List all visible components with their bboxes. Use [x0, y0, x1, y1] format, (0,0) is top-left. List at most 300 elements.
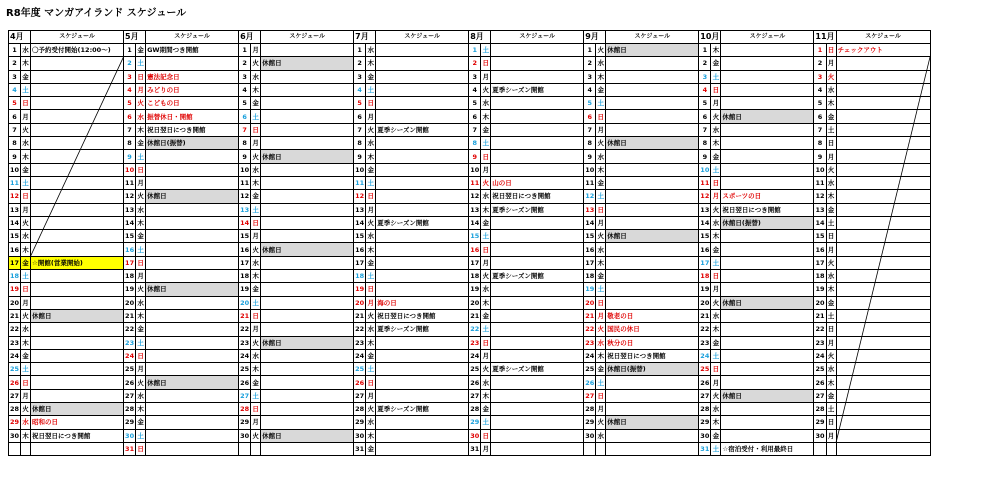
schedule-note: [376, 203, 469, 216]
weekday: 金: [711, 429, 721, 442]
day-number: 7: [584, 123, 596, 136]
weekday: 土: [711, 163, 721, 176]
weekday: 土: [711, 349, 721, 362]
weekday: 水: [251, 349, 261, 362]
day-number: 25: [814, 363, 826, 376]
schedule-note: [261, 97, 354, 110]
day-number: 9: [469, 150, 481, 163]
schedule-note: スポーツの日: [721, 190, 814, 203]
schedule-note: [376, 137, 469, 150]
day-number: 24: [814, 349, 826, 362]
schedule-note: [491, 110, 584, 123]
day-number: 27: [814, 389, 826, 402]
schedule-note: [146, 309, 239, 322]
schedule-note: [606, 216, 699, 229]
day-number: 2: [469, 57, 481, 70]
schedule-note: [261, 216, 354, 229]
weekday: 水: [366, 416, 376, 429]
weekday: 土: [251, 203, 261, 216]
schedule-note: 休館日: [721, 389, 814, 402]
schedule-note: [836, 190, 930, 203]
weekday: 金: [21, 163, 31, 176]
weekday: 金: [136, 323, 146, 336]
schedule-note: [606, 163, 699, 176]
weekday: 水: [366, 230, 376, 243]
day-number: 9: [699, 150, 711, 163]
day-number: 22: [699, 323, 711, 336]
weekday: 土: [481, 416, 491, 429]
schedule-note: [606, 150, 699, 163]
calendar-row: [9, 376, 931, 389]
schedule-note: [836, 349, 930, 362]
weekday: 日: [366, 376, 376, 389]
schedule-note: [31, 376, 124, 389]
month-header: 7月: [354, 31, 376, 44]
day-number: 3: [584, 70, 596, 83]
schedule-note: [606, 376, 699, 389]
schedule-note: [31, 283, 124, 296]
weekday: 日: [826, 44, 836, 57]
weekday: 日: [251, 309, 261, 322]
day-number: 21: [584, 309, 596, 322]
day-number: 27: [9, 389, 21, 402]
day-number: 24: [9, 349, 21, 362]
schedule-note: [721, 70, 814, 83]
day-number: 2: [9, 57, 21, 70]
weekday: 土: [596, 97, 606, 110]
day-number: 26: [469, 376, 481, 389]
day-number: 2: [124, 57, 136, 70]
weekday: 金: [366, 163, 376, 176]
weekday: 日: [481, 57, 491, 70]
day-number: 30: [814, 429, 826, 442]
day-number: 27: [124, 389, 136, 402]
day-number: 8: [124, 137, 136, 150]
day-number: 30: [9, 429, 21, 442]
schedule-note: [31, 349, 124, 362]
calendar-row: [9, 296, 931, 309]
weekday: 土: [596, 190, 606, 203]
day-number: 16: [124, 243, 136, 256]
day-number: 7: [354, 123, 366, 136]
weekday: 木: [596, 256, 606, 269]
schedule-note: [491, 137, 584, 150]
schedule-note: [31, 363, 124, 376]
schedule-note: [606, 296, 699, 309]
weekday: 火: [481, 176, 491, 189]
weekday: 水: [596, 336, 606, 349]
weekday: 火: [136, 97, 146, 110]
day-number: 7: [814, 123, 826, 136]
day-number: 20: [124, 296, 136, 309]
weekday: 水: [251, 70, 261, 83]
day-number: 29: [9, 416, 21, 429]
calendar-row: [9, 110, 931, 123]
day-number: 8: [699, 137, 711, 150]
weekday: 土: [596, 376, 606, 389]
weekday: 金: [251, 97, 261, 110]
weekday: 木: [596, 349, 606, 362]
day-number: 20: [239, 296, 251, 309]
day-number: 27: [584, 389, 596, 402]
weekday: 日: [826, 230, 836, 243]
day-number: 18: [814, 270, 826, 283]
day-number: 14: [584, 216, 596, 229]
weekday: 火: [481, 270, 491, 283]
schedule-column-header: スケジュール: [146, 31, 239, 44]
day-number: 31: [354, 442, 366, 455]
day-number: 22: [584, 323, 596, 336]
day-number: 10: [584, 163, 596, 176]
day-number: 20: [584, 296, 596, 309]
day-number: 18: [239, 270, 251, 283]
weekday: 火: [251, 57, 261, 70]
calendar-row: [9, 203, 931, 216]
month-header: 9月: [584, 31, 606, 44]
day-number: 14: [814, 216, 826, 229]
schedule-note: [836, 123, 930, 136]
weekday: 木: [481, 110, 491, 123]
day-number: 15: [124, 230, 136, 243]
weekday: 土: [481, 323, 491, 336]
weekday: 水: [826, 83, 836, 96]
weekday: 水: [711, 216, 721, 229]
day-number: 7: [124, 123, 136, 136]
weekday: 月: [136, 363, 146, 376]
weekday: 金: [596, 83, 606, 96]
day-number: 28: [124, 403, 136, 416]
weekday: 火: [711, 110, 721, 123]
schedule-note: 夏季シーズン開館: [376, 403, 469, 416]
schedule-note: [836, 216, 930, 229]
day-number: 11: [469, 176, 481, 189]
weekday: 水: [826, 363, 836, 376]
schedule-note: [376, 363, 469, 376]
day-number: 8: [239, 137, 251, 150]
day-number: 26: [239, 376, 251, 389]
day-number: 1: [469, 44, 481, 57]
day-number: 15: [469, 230, 481, 243]
weekday: 月: [826, 57, 836, 70]
day-number: 13: [9, 203, 21, 216]
schedule-note: 夏季シーズン開館: [491, 363, 584, 376]
weekday: 火: [251, 243, 261, 256]
schedule-note: [31, 83, 124, 96]
day-number: 20: [699, 296, 711, 309]
weekday: 土: [136, 150, 146, 163]
weekday: 月: [366, 203, 376, 216]
day-number: 30: [354, 429, 366, 442]
schedule-note: 敬老の日: [606, 309, 699, 322]
weekday: 金: [596, 270, 606, 283]
schedule-note: [146, 349, 239, 362]
weekday: 水: [21, 323, 31, 336]
schedule-note: [376, 44, 469, 57]
day-number: 3: [814, 70, 826, 83]
schedule-note: [836, 309, 930, 322]
day-number: 13: [239, 203, 251, 216]
calendar-row: [9, 137, 931, 150]
weekday: 月: [711, 97, 721, 110]
schedule-note: [146, 429, 239, 442]
schedule-note: [146, 57, 239, 70]
schedule-note: GW期間つき開館: [146, 44, 239, 57]
day-number: 7: [469, 123, 481, 136]
schedule-note: [491, 97, 584, 110]
calendar-row: [9, 44, 931, 57]
weekday: 月: [366, 389, 376, 402]
weekday: 日: [826, 416, 836, 429]
schedule-note: [31, 150, 124, 163]
day-number: 29: [239, 416, 251, 429]
day-number: 7: [9, 123, 21, 136]
day-number: 23: [469, 336, 481, 349]
schedule-note: 休館日: [146, 283, 239, 296]
weekday: 金: [711, 243, 721, 256]
month-header: 6月: [239, 31, 261, 44]
weekday: 火: [596, 137, 606, 150]
day-number: 31: [699, 442, 711, 455]
schedule-note: [146, 336, 239, 349]
schedule-note: [836, 442, 930, 455]
schedule-note: [261, 256, 354, 269]
weekday: 木: [136, 216, 146, 229]
day-number: 15: [9, 230, 21, 243]
weekday: 月: [826, 243, 836, 256]
weekday: 水: [711, 309, 721, 322]
schedule-note: 休館日: [261, 429, 354, 442]
day-number: 8: [9, 137, 21, 150]
schedule-note: [491, 163, 584, 176]
weekday: 水: [596, 57, 606, 70]
schedule-note: [721, 429, 814, 442]
schedule-note: [31, 216, 124, 229]
schedule-note: 夏季シーズン開館: [376, 323, 469, 336]
day-number: 29: [354, 416, 366, 429]
schedule-note: 祝日翌日につき開館: [721, 203, 814, 216]
schedule-note: 休館日: [261, 57, 354, 70]
weekday: 土: [481, 230, 491, 243]
weekday: 木: [136, 403, 146, 416]
schedule-note: [31, 296, 124, 309]
day-number: 12: [699, 190, 711, 203]
day-number: 17: [239, 256, 251, 269]
schedule-note: 国民の休日: [606, 323, 699, 336]
schedule-note: [721, 163, 814, 176]
day-number: 19: [124, 283, 136, 296]
calendar-row: [9, 176, 931, 189]
schedule-note: 夏季シーズン開館: [491, 203, 584, 216]
schedule-note: [836, 416, 930, 429]
day-number: 6: [124, 110, 136, 123]
day-number: 16: [469, 243, 481, 256]
schedule-note: [146, 270, 239, 283]
weekday: 火: [136, 283, 146, 296]
schedule-note: [376, 57, 469, 70]
day-number: 22: [354, 323, 366, 336]
weekday: 木: [21, 57, 31, 70]
day-number: 10: [124, 163, 136, 176]
schedule-note: 休館日(振替): [606, 363, 699, 376]
weekday: 木: [136, 309, 146, 322]
weekday: 月: [21, 296, 31, 309]
weekday: 月: [481, 163, 491, 176]
weekday: 月: [21, 110, 31, 123]
day-number: 18: [9, 270, 21, 283]
weekday: 金: [711, 57, 721, 70]
schedule-note: [836, 203, 930, 216]
weekday: 月: [596, 123, 606, 136]
weekday: 木: [826, 376, 836, 389]
weekday: 日: [251, 403, 261, 416]
day-number: 8: [814, 137, 826, 150]
day-number: 6: [469, 110, 481, 123]
calendar-row: [9, 230, 931, 243]
weekday: 日: [21, 190, 31, 203]
day-number: 5: [814, 97, 826, 110]
day-number: 2: [584, 57, 596, 70]
schedule-calendar: [8, 30, 931, 456]
weekday: 金: [366, 256, 376, 269]
day-number: 26: [9, 376, 21, 389]
schedule-note: 休館日: [31, 403, 124, 416]
schedule-note: [836, 270, 930, 283]
day-number: 15: [239, 230, 251, 243]
weekday: 月: [826, 150, 836, 163]
weekday: 日: [366, 97, 376, 110]
schedule-note: [261, 190, 354, 203]
weekday: 水: [711, 123, 721, 136]
schedule-note: [261, 389, 354, 402]
day-number: 19: [239, 283, 251, 296]
day-number: 30: [699, 429, 711, 442]
day-number: 12: [584, 190, 596, 203]
weekday: 土: [21, 83, 31, 96]
calendar-row: [9, 403, 931, 416]
schedule-note: [836, 97, 930, 110]
day-number: 22: [814, 323, 826, 336]
schedule-note: [31, 323, 124, 336]
day-number: 24: [699, 349, 711, 362]
weekday: 日: [711, 83, 721, 96]
day-number: 22: [9, 323, 21, 336]
weekday: 土: [826, 309, 836, 322]
day-number: 8: [469, 137, 481, 150]
weekday: 月: [136, 176, 146, 189]
weekday: 月: [596, 403, 606, 416]
schedule-note: [261, 283, 354, 296]
schedule-note: [721, 349, 814, 362]
day-number: 7: [699, 123, 711, 136]
schedule-note: [606, 442, 699, 455]
day-number: 14: [469, 216, 481, 229]
weekday: 木: [136, 123, 146, 136]
weekday: 日: [481, 243, 491, 256]
schedule-note: [606, 243, 699, 256]
schedule-note: [146, 176, 239, 189]
schedule-note: 海の日: [376, 296, 469, 309]
day-number: 13: [354, 203, 366, 216]
day-number: 28: [584, 403, 596, 416]
day-number: 17: [469, 256, 481, 269]
schedule-note: [376, 349, 469, 362]
weekday: 水: [251, 256, 261, 269]
day-number: 5: [124, 97, 136, 110]
day-number: 11: [699, 176, 711, 189]
day-number: 3: [469, 70, 481, 83]
day-number: 26: [584, 376, 596, 389]
schedule-column-header: スケジュール: [31, 31, 124, 44]
schedule-note: [606, 270, 699, 283]
schedule-note: [491, 336, 584, 349]
schedule-note: 休館日: [721, 296, 814, 309]
weekday: 土: [826, 403, 836, 416]
day-number: 12: [469, 190, 481, 203]
weekday: 土: [251, 110, 261, 123]
schedule-note: [261, 323, 354, 336]
schedule-note: こどもの日: [146, 97, 239, 110]
weekday: 土: [711, 70, 721, 83]
weekday: 水: [366, 323, 376, 336]
day-number: 28: [814, 403, 826, 416]
schedule-note: [146, 230, 239, 243]
day-number: 15: [584, 230, 596, 243]
page-title: R8年度 マンガアイランド スケジュール: [6, 8, 187, 19]
weekday: 火: [251, 336, 261, 349]
schedule-note: [721, 97, 814, 110]
schedule-note: [491, 309, 584, 322]
weekday: 水: [481, 97, 491, 110]
calendar-row: [9, 416, 931, 429]
weekday: 水: [21, 230, 31, 243]
schedule-note: [31, 442, 124, 455]
schedule-note: [491, 243, 584, 256]
day-number: 8: [584, 137, 596, 150]
weekday: 木: [366, 243, 376, 256]
weekday: 水: [596, 243, 606, 256]
day-number: 31: [469, 442, 481, 455]
weekday: 水: [136, 203, 146, 216]
schedule-note: [376, 336, 469, 349]
day-number: 14: [124, 216, 136, 229]
weekday: 水: [136, 389, 146, 402]
day-number: 16: [239, 243, 251, 256]
weekday: 土: [826, 123, 836, 136]
schedule-column-header: スケジュール: [376, 31, 469, 44]
schedule-note: 秋分の日: [606, 336, 699, 349]
schedule-note: [261, 123, 354, 136]
schedule-note: [261, 309, 354, 322]
day-number: 18: [469, 270, 481, 283]
weekday: 日: [596, 389, 606, 402]
day-number: 1: [584, 44, 596, 57]
weekday: 日: [21, 283, 31, 296]
day-number: 21: [9, 309, 21, 322]
weekday: 木: [711, 137, 721, 150]
schedule-note: [261, 416, 354, 429]
day-number: 29: [584, 416, 596, 429]
schedule-note: チェックアウト: [836, 44, 930, 57]
weekday: 月: [711, 376, 721, 389]
day-number: 28: [469, 403, 481, 416]
weekday: 水: [21, 44, 31, 57]
weekday: 水: [596, 429, 606, 442]
calendar-row: [9, 363, 931, 376]
weekday: 日: [711, 176, 721, 189]
weekday: 日: [21, 97, 31, 110]
schedule-note: [721, 403, 814, 416]
schedule-column-header: スケジュール: [491, 31, 584, 44]
